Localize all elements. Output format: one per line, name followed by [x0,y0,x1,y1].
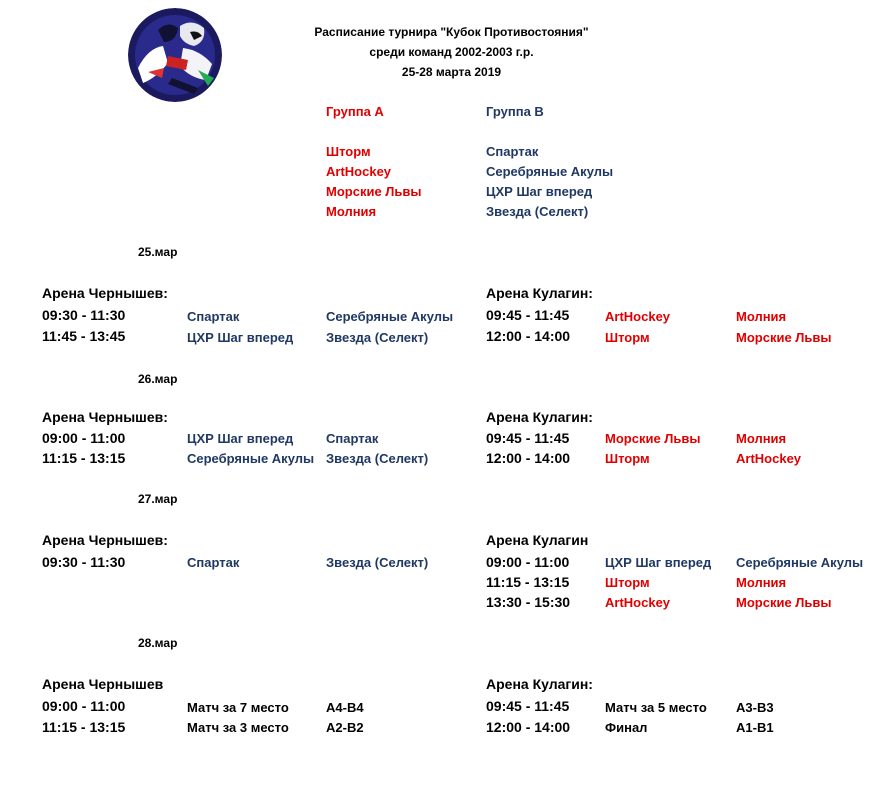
match-team: Матч за 5 место [605,700,707,715]
match-time: 12:00 - 14:00 [486,450,571,466]
match-time: 09:45 - 11:45 [486,430,570,446]
match-time: 11:45 - 13:45 [42,328,126,344]
match-team: Звезда (Селект) [326,451,429,466]
arena-name: Арена Кулагин [486,532,589,548]
match-team: Матч за 7 место [187,700,289,715]
match-team: Спартак [326,431,379,446]
arena-name: Арена Кулагин: [486,676,593,692]
match-team: Серебряные Акулы [736,555,864,570]
match-team: Спартак [187,555,240,570]
match-team: Молния [736,431,787,446]
group-b-team: Серебряные Акулы [486,164,614,179]
arena-name: Арена Чернышев: [42,409,168,425]
group-a-team: Морские Львы [326,184,422,199]
group-a-header: Группа А [326,104,384,119]
day-date: 26.мар [138,372,178,386]
match-team: Звезда (Селект) [326,555,429,570]
match-time: 09:45 - 11:45 [486,698,570,714]
match-team: А4-В4 [326,700,364,715]
match-team: Серебряные Акулы [187,451,315,466]
match-team: Звезда (Селект) [326,330,429,345]
match-time: 11:15 - 13:15 [42,719,126,735]
match-team: ЦХР Шаг вперед [187,330,294,345]
arena-name: Арена Чернышев [42,676,164,692]
day-date: 28.мар [138,636,178,650]
arena-name: Арена Кулагин: [486,285,593,301]
match-team: Молния [736,575,787,590]
match-time: 13:30 - 15:30 [486,594,571,610]
group-b-team: Спартак [486,144,539,159]
match-team: Шторм [605,330,650,345]
match-team: ArtHockey [736,451,802,466]
match-time: 11:15 - 13:15 [486,574,570,590]
schedule-subtitle: среди команд 2002-2003 г.р. [369,45,534,59]
match-team: ЦХР Шаг вперед [187,431,294,446]
group-b-header: Группа В [486,104,544,119]
match-team: Шторм [605,575,650,590]
match-team: Спартак [187,309,240,324]
group-a-team: ArtHockey [326,164,392,179]
match-time: 09:30 - 11:30 [42,554,126,570]
match-team: Молния [736,309,787,324]
schedule-title: Расписание турнира "Кубок Противостояния" [314,25,589,39]
match-team: ЦХР Шаг вперед [605,555,712,570]
match-time: 12:00 - 14:00 [486,328,571,344]
match-team: А2-В2 [326,720,364,735]
day-date: 27.мар [138,492,178,506]
match-team: ArtHockey [605,595,671,610]
match-team: Морские Львы [605,431,701,446]
match-team: Шторм [605,451,650,466]
match-time: 09:00 - 11:00 [486,554,570,570]
match-time: 09:00 - 11:00 [42,698,126,714]
match-time: 09:00 - 11:00 [42,430,126,446]
arena-name: Арена Кулагин: [486,409,593,425]
group-b-team: ЦХР Шаг вперед [486,184,593,199]
match-time: 09:30 - 11:30 [42,307,126,323]
match-team: Финал [605,720,648,735]
match-team: ArtHockey [605,309,671,324]
hockey-players-logo-icon [128,8,222,102]
match-time: 09:45 - 11:45 [486,307,570,323]
arena-name: Арена Чернышев: [42,285,168,301]
match-time: 12:00 - 14:00 [486,719,571,735]
group-a-team: Молния [326,204,377,219]
group-b-team: Звезда (Селект) [486,204,589,219]
match-team: А1-В1 [736,720,774,735]
match-team: А3-В3 [736,700,774,715]
match-team: Морские Львы [736,595,832,610]
match-team: Серебряные Акулы [326,309,454,324]
arena-name: Арена Чернышев: [42,532,168,548]
match-time: 11:15 - 13:15 [42,450,126,466]
match-team: Морские Львы [736,330,832,345]
tournament-logo [128,8,222,102]
day-date: 25.мар [138,245,178,259]
match-team: Матч за 3 место [187,720,289,735]
group-a-team: Шторм [326,144,371,159]
schedule-dates: 25-28 марта 2019 [401,65,502,79]
